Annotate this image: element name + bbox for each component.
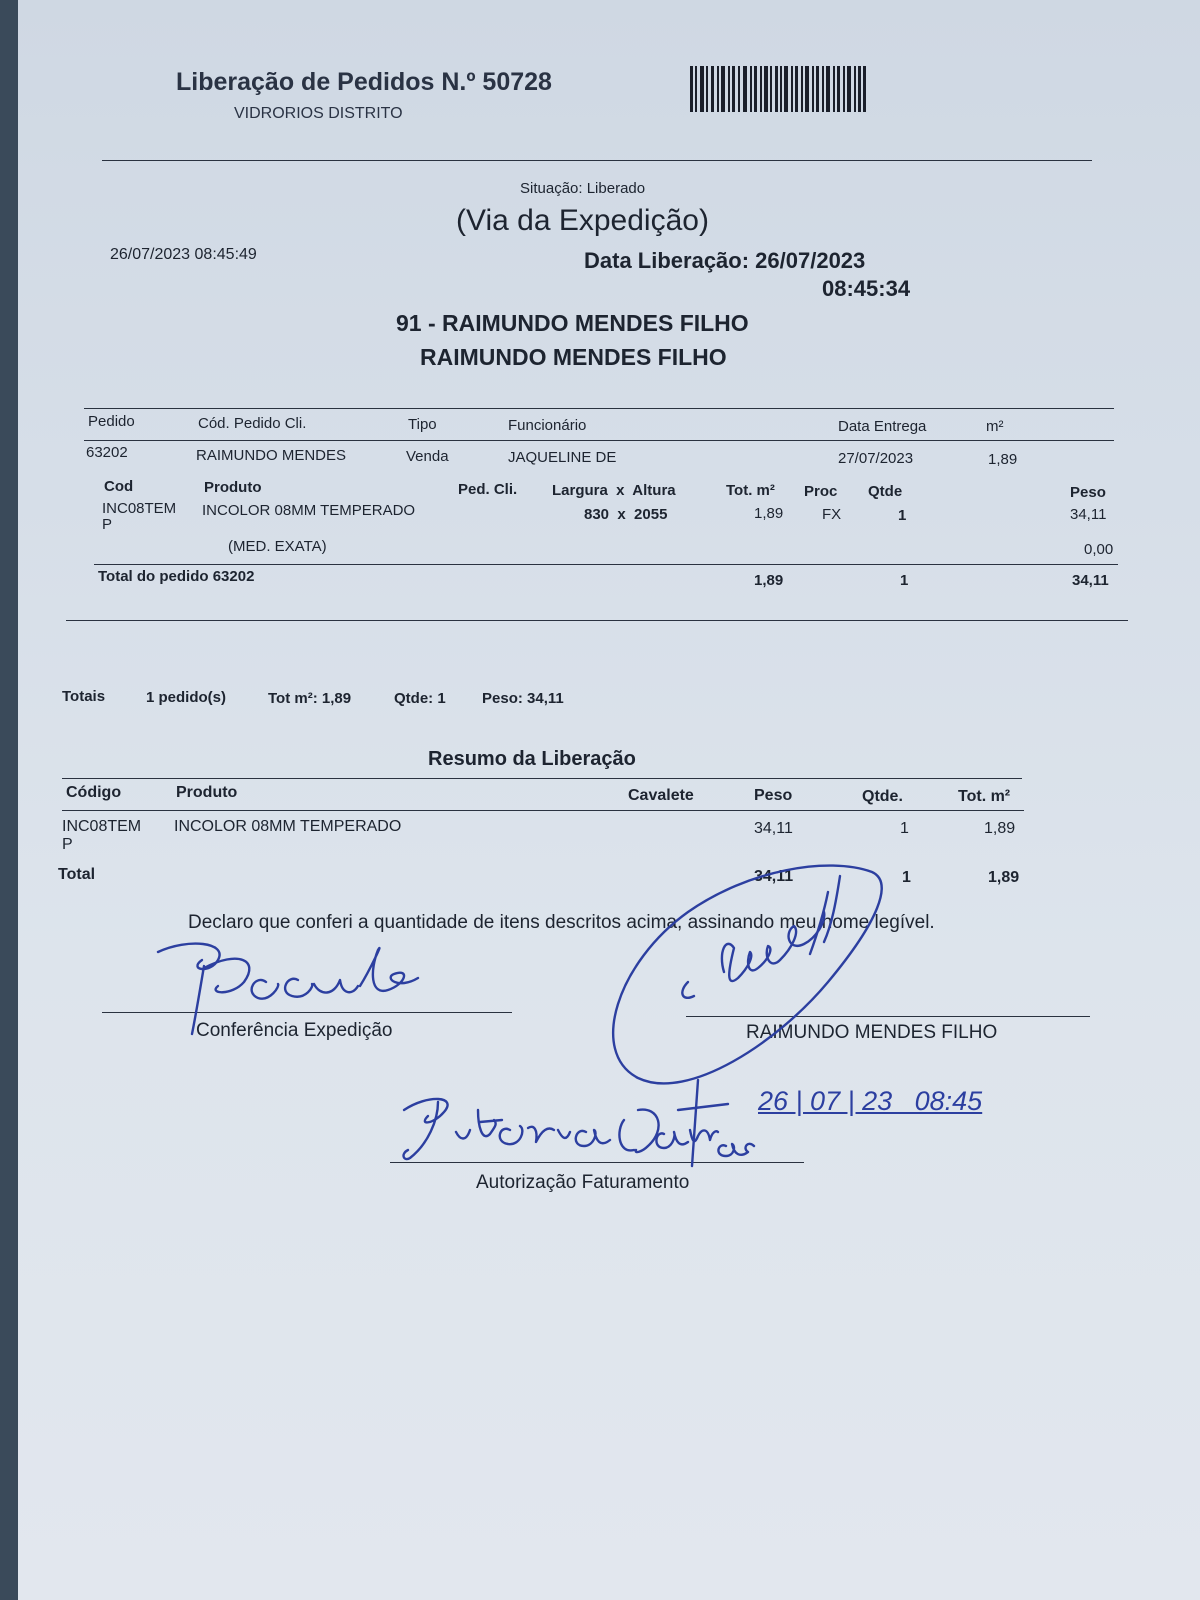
order-header-divider [84, 440, 1114, 441]
company-name: VIDRORIOS DISTRITO [234, 105, 403, 122]
resumo-row-produto: INCOLOR 08MM TEMPERADO [174, 818, 402, 835]
item-proc: FX [822, 506, 842, 523]
resumo-total-m2: 1,89 [988, 869, 1020, 886]
items-col-cod: Cod [104, 478, 134, 495]
item-dims: 830 x 2055 [584, 506, 668, 523]
release-date: Data Liberação: 26/07/2023 [584, 248, 866, 273]
col-tipo: Tipo [408, 416, 437, 433]
resumo-row-cod-line1: INC08TEM [62, 818, 142, 835]
handwritten-date: 26 | 07 | 23 08:45 [758, 1086, 983, 1116]
totals-peso: Peso: 34,11 [482, 690, 564, 707]
resumo-total-peso: 34,11 [754, 868, 794, 885]
client-code-name: 91 - RAIMUNDO MENDES FILHO [396, 310, 749, 336]
order-cod-cli: RAIMUNDO MENDES [196, 447, 347, 464]
header-divider [102, 160, 1092, 161]
order-m2: 1,89 [988, 451, 1018, 468]
items-col-produto: Produto [204, 479, 262, 496]
order-section-bottom [66, 620, 1128, 621]
order-tipo: Venda [406, 448, 449, 465]
item-qtde: 1 [898, 507, 907, 524]
release-time: 08:45:34 [822, 276, 911, 301]
resumo-top-border [62, 778, 1022, 779]
resumo-header-divider [62, 810, 1024, 811]
resumo-col-cavalete: Cavalete [628, 787, 694, 804]
cliente-signature [578, 852, 908, 1092]
order-data-entrega: 27/07/2023 [838, 450, 914, 467]
conferencia-label: Conferência Expedição [196, 1020, 393, 1041]
order-total-divider [94, 564, 1118, 565]
order-pedido: 63202 [86, 444, 128, 461]
resumo-title: Resumo da Liberação [428, 748, 636, 770]
resumo-row-cod-line2: P [62, 836, 73, 853]
resumo-col-tot-m2: Tot. m² [958, 788, 1011, 805]
resumo-row-m2: 1,89 [984, 820, 1016, 837]
via-label: (Via da Expedição) [456, 204, 709, 237]
declaration-text: Declaro que conferi a quantidade de itens descritos acima, assinando meu nome legível. [188, 912, 935, 933]
items-col-peso: Peso [1070, 484, 1106, 501]
col-pedido: Pedido [88, 413, 135, 430]
totals-label: Totais [62, 688, 106, 705]
items-col-dims: Largura x Altura [552, 482, 676, 499]
barcode [690, 66, 866, 112]
items-col-ped-cli: Ped. Cli. [458, 481, 518, 498]
resumo-col-peso: Peso [754, 787, 793, 804]
col-data-entrega: Data Entrega [838, 418, 927, 435]
status-label: Situação: Liberado [520, 180, 646, 197]
item-note-peso: 0,00 [1084, 541, 1114, 558]
items-col-tot-m2: Tot. m² [726, 482, 775, 499]
col-cod-pedido-cli: Cód. Pedido Cli. [198, 415, 307, 432]
document-title: Liberação de Pedidos N.º 50728 [176, 68, 552, 96]
resumo-col-qtde: Qtde. [862, 788, 903, 805]
col-funcionario: Funcionário [508, 417, 587, 434]
cliente-label: RAIMUNDO MENDES FILHO [746, 1022, 998, 1043]
item-note: (MED. EXATA) [228, 538, 327, 555]
order-funcionario: JAQUELINE DE [508, 449, 617, 466]
resumo-col-codigo: Código [66, 784, 122, 801]
conferencia-signature [148, 930, 438, 1040]
item-cod-line1: INC08TEM [102, 500, 177, 517]
order-total-qtde: 1 [900, 572, 909, 589]
printed-timestamp: 26/07/2023 08:45:49 [110, 246, 257, 263]
order-table-top-border [84, 408, 1114, 409]
item-peso: 34,11 [1070, 506, 1107, 523]
resumo-row-qtde: 1 [900, 820, 909, 837]
client-name: RAIMUNDO MENDES FILHO [420, 344, 727, 370]
item-tot-m2: 1,89 [754, 505, 784, 522]
resumo-total-label: Total [58, 866, 96, 883]
order-total-m2: 1,89 [754, 572, 784, 589]
resumo-col-produto: Produto [176, 784, 238, 801]
document-page [18, 0, 1200, 1600]
item-produto: INCOLOR 08MM TEMPERADO [202, 502, 416, 519]
resumo-total-qtde: 1 [902, 869, 911, 886]
col-m2: m² [986, 418, 1004, 435]
item-cod-line2: P [102, 516, 113, 533]
items-col-proc: Proc [804, 483, 838, 500]
autorizacao-signature [398, 1070, 758, 1170]
totals-tot-m2: Tot m²: 1,89 [268, 690, 352, 707]
autorizacao-label: Autorização Faturamento [476, 1172, 690, 1193]
order-total-peso: 34,11 [1072, 572, 1109, 589]
totals-qtde: Qtde: 1 [394, 690, 446, 707]
resumo-row-peso: 34,11 [754, 820, 793, 837]
totals-pedidos: 1 pedido(s) [146, 689, 227, 706]
items-col-qtde: Qtde [868, 483, 903, 500]
order-total-label: Total do pedido 63202 [98, 568, 255, 585]
